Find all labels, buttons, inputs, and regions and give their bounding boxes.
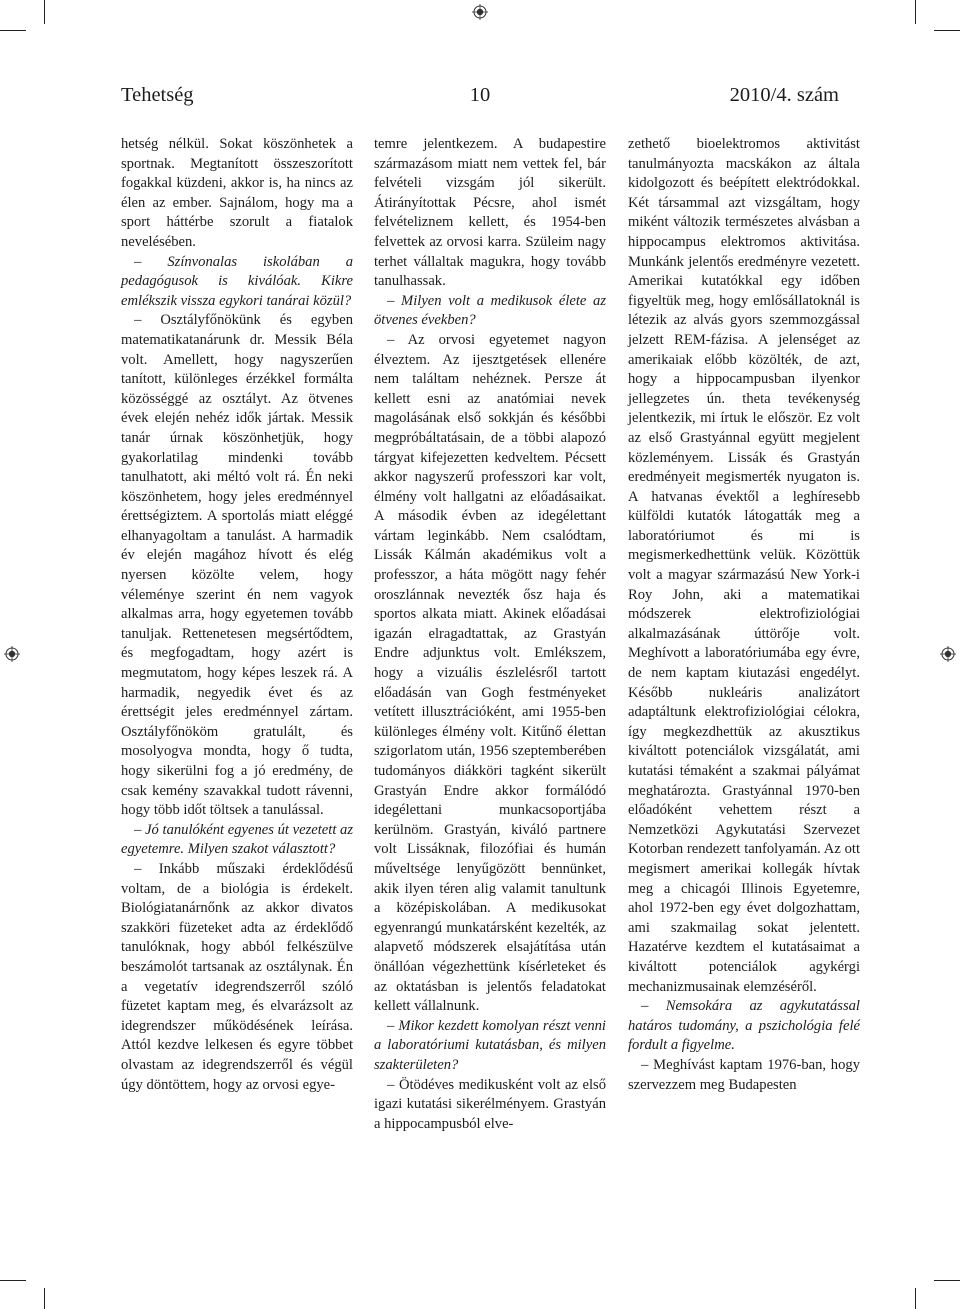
interview-answer: – Meghívást kaptam 1976-ban, hogy szervezzem meg Budapesten (628, 1056, 860, 1093)
text-column-2 (374, 135, 606, 1134)
text-column-1 (121, 135, 353, 1095)
registration-mark-icon (4, 646, 20, 662)
crop-mark (934, 1280, 960, 1281)
crop-mark (934, 30, 960, 31)
interview-answer: – Az orvosi egyetemet nagyon élveztem. Az ijesztgetések ellenére nem találtam nehéznek. Persze át kellett esni az anatómiai nevek magolásának első sokkján és későbbi megpróbáltatásain, de a többi alapozó tárgyat kifejezetten kedveltem. Pécsett akkor nagyszerű professzori kar volt, élmény volt hallgatni az előadásaikat. A második évben az idegélettant vártam leginkább. Nem csalódtam, Lissák Kálmán akadémikus volt a professzor, a háta mögött nagy fehér oroszlánnak nevezték ősz haja és sportos alkata miatt. Akinek előadásai igazán elragadtattak, az Grastyán Endre adjunktus volt. Emlékszem, hogy a vizuális észlelésről tartott előadásán van Gogh festményeket vetített illusztrációként, ami 1955-ben különleges élmény volt. Kitűnő élettan szigorlatom után, 1956 szeptemberében tudományos diákköri tagként sikerült Grastyán Endre akkor formálódó idegélettani munkacsoportjába kerülnöm. Grastyán, kiváló partnere volt Lissáknak, filozófiai és humán műveltsége lenyűgözött bennünket, akik ilyen téren alig valamit tanultunk a középiskolában. A medikusokat egyenrangú munkatársként kezelték, az alapvető módszerek elsajátítása után önállóan végezhettünk kísérleteket és az oktatásban is jelentős feladatokat kellett vállalnunk. (374, 331, 606, 1015)
interview-answer: – Inkább műszaki érdeklődésű voltam, de a biológia is érdekelt. Biológiatanárnőnk az akkor divatos szakköri füzeteket adta az érdeklődő tanulóknak, hogy abból felkészülve beszámolót tartsanak az osztálynak. Én a vegetatív idegrendszerről szóló füzetet kaptam meg, és elvarázsolt az idegrendszer működésének leírása. Attól kezdve lelkesen és egyre többet olvastam az idegrendszerről és végül úgy döntöttem, hogy az orvosi egye- (121, 860, 353, 1093)
interview-question: – Színvonalas iskolában a pedagógusok is kiválóak. Kikre emlékszik vissza egykori tanárai közül? (121, 253, 353, 309)
journal-title: Tehetség (121, 84, 194, 106)
registration-mark-icon (940, 646, 956, 662)
issue-label: 2010/4. szám (729, 84, 839, 106)
paragraph: temre jelentkezem. A budapestire származásom miatt nem vettek fel, bár felvételi vizsgám jól sikerült. Átirányítottak Pécsre, ahol ismét felvételiznem kellett, és 1954-ben felvettek az orvosi karra. Szüleim nagy terhet vállaltak magukra, hogy tovább tanulhassak. (374, 136, 606, 290)
running-header (121, 80, 839, 110)
interview-question: – Milyen volt a medikusok élete az ötvenes években? (374, 292, 606, 329)
crop-mark (0, 1280, 26, 1281)
crop-mark (44, 1288, 45, 1309)
interview-question: – Jó tanulóként egyenes út vezetett az egyetemre. Milyen szakot választott? (121, 821, 353, 858)
crop-mark (915, 1288, 916, 1309)
text-column-3 (628, 135, 860, 1095)
interview-question: – Nemsokára az agykutatással határos tudomány, a pszichológia felé fordult a figyelme. (628, 998, 860, 1054)
interview-question: – Mikor kezdett komolyan részt venni a laboratóriumi kutatásban, és milyen szakterületen? (374, 1017, 606, 1073)
paragraph: hetség nélkül. Sokat köszönhetek a sportnak. Megtanított összeszorított fogakkal küzdeni, akkor is, ha nincs az élen az ember. Sajnálom, hogy ma a sport háttérbe szorult a fiatalok nevelésében. (121, 136, 353, 250)
registration-mark-icon (472, 4, 488, 20)
crop-mark (0, 30, 26, 31)
interview-answer: – Osztályfőnökünk és egyben matematikatanárunk dr. Messik Béla volt. Amellett, hogy nagyszerűen tanított, különleges érzékkel formálta közösséggé az osztályt. Az ötvenes évek elején nehéz idők jártak. Messik tanár úrnak köszönhetjük, hogy gyakorlatilag mindenki tovább tanulhatott, aki méltó volt rá. Én neki köszönhetem, hogy jeles eredménnyel érettségiztem. A sportolás miatt eléggé elhanyagoltam a tanulást. A harmadik év elején magához hívott és elég nyersen közölte velem, hogy véleménye szerint én nem vagyok alkalmas arra, hogy egyetemen tovább tanuljak. Rettenetesen megsértődtem, és megfogadtam, hogy azért is megmutatom, hogy képes leszek rá. A harmadik, negyedik évet és az érettségit jeles eredménnyel zártam. Osztályfőnököm gratulált, és mosolyogva mondta, hogy ő tudta, hogy sikerülni fog a jó eredmény, de csak kemény szavakkal tudott rávenni, hogy több időt töltsek a tanulással. (121, 312, 353, 819)
page-number: 10 (469, 84, 491, 106)
interview-answer: – Ötödéves medikusként volt az első igazi kutatási sikerélményem. Grastyán a hippocampusból elve- (374, 1076, 606, 1132)
paragraph: zethető bioelektromos aktivitást tanulmányozta macskákon az általa kidolgozott és beépített elektródokkal. Két társammal azt vizsgáltam, hogy miként változik természetes alvásban a hippocampus elektromos aktivitása. Munkánk jelentős eredményre vezetett. Amerikai kutatókkal egy időben figyeltük meg, hogy emlősállatoknál is létezik az alvás gyors szemmozgással jelzett REM-fázisa. A jelenséget az amerikaiak előbb közölték, de azt, hogy a hippocampusban ilyenkor jellegzetes ún. theta tevékenység jelentkezik, mi írtuk le először. Ez volt az első Grastyánnal együtt megjelent közleményem. Lissák és Grastyán eredményeit megismerték nyugaton is. A hatvanas évektől a leghíresebb külföldi kutatók látogatták meg a laboratóriumot és mi is megismerkedhettünk velük. Közöttük volt a magyar származású New York-i Roy John, aki a matematikai módszerek elektrofiziológiai alkalmazásának úttörője volt. Meghívott a laboratóriumába egy évre, de nem kaptam kiutazási engedélyt. Később nukleáris analizátort adaptáltunk elektrofiziológiai célokra, így megkezdhettük az akusztikus kiváltott potenciálok vizsgálatát, ami kutatási témaként a szakmai pályámat meghatározta. Grastyánnal 1970-ben előadóként vehettem részt a Nemzetközi Agykutatási Szervezet Kotorban rendezett tanfolyamán. Az ott megismert amerikai kollegák hívtak meg a chicagói Illinois Egyetemre, ahol 1972-ben egy évet dolgozhattam, ami szakmailag sokat jelentett. Hazatérve kezdtem el kutatásaimat a kiváltott potenciálok agykérgi mechanizmusainak elemzéséről. (628, 136, 860, 995)
crop-mark (44, 0, 45, 24)
crop-mark (915, 0, 916, 24)
